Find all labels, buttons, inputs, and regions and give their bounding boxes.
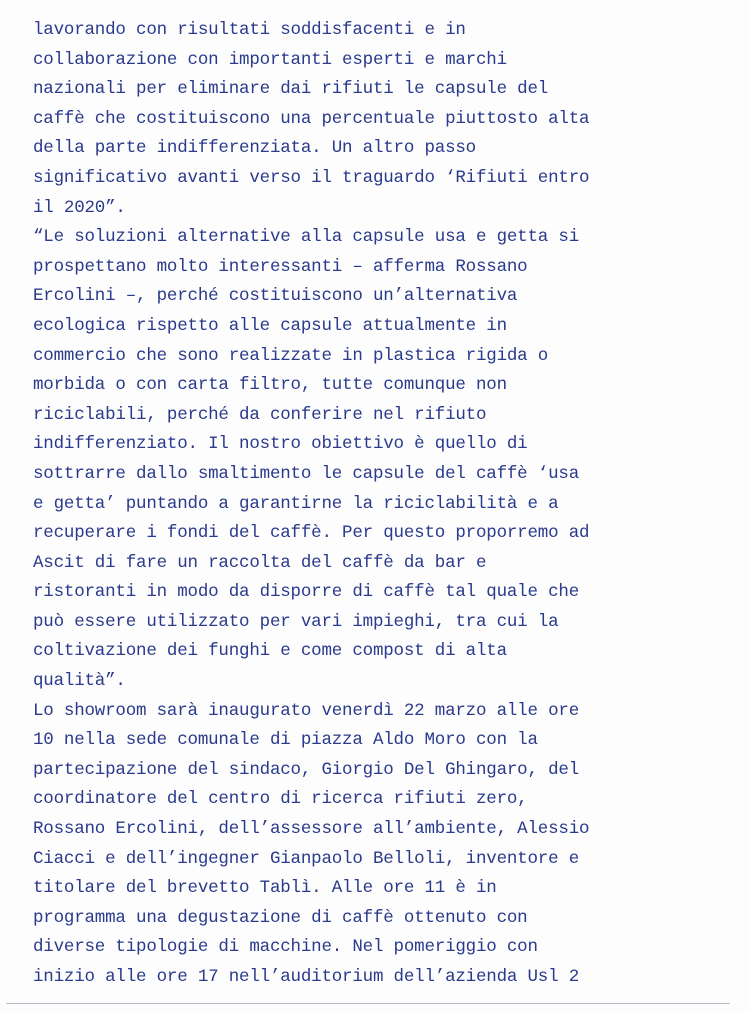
text-line: caffè che costituiscono una percentuale piuttosto alta [33,108,590,129]
text-line: riciclabili, perché da conferire nel rifiuto [33,404,487,425]
text-line: morbida o con carta filtro, tutte comunque non [33,375,507,396]
text-line: coltivazione dei funghi e come compost di alta [33,641,507,662]
text-line: “Le soluzioni alternative alla capsule usa e getta si [33,227,579,248]
text-line: e getta’ puntando a garantirne la riciclabilità e a [33,493,559,514]
text-line: partecipazione del sindaco, Giorgio Del Ghingaro, del [33,759,579,780]
text-line: può essere utilizzato per vari impieghi, tra cui la [33,611,559,632]
text-line: 10 nella sede comunale di piazza Aldo Moro con la [33,730,538,751]
text-line: lavorando con risultati soddisfacenti e in [33,20,466,40]
text-line: collaborazione con importanti esperti e marchi [33,49,507,70]
text-line: ecologica rispetto alle capsule attualmente in [33,315,507,336]
text-line: qualità”. [33,671,126,692]
text-line: nazionali per eliminare dai rifiuti le capsule del [33,79,549,100]
text-line: inizio alle ore 17 nell’auditorium dell’azienda Usl 2 [33,967,579,987]
text-line: prospettano molto interessanti – afferma Rossano [33,256,528,277]
text-line: Ercolini –, perché costituiscono un’alternativa [33,286,518,307]
text-line: della parte indifferenziata. Un altro passo [33,138,476,159]
text-line: recuperare i fondi del caffè. Per questo proporremo ad [33,523,590,544]
page-bottom-rule [6,1003,730,1004]
text-line: commercio che sono realizzate in plastica rigida o [33,345,549,366]
text-line: indifferenziato. Il nostro obiettivo è quello di [33,434,528,455]
text-line: sottrarre dallo smaltimento le capsule del caffè ‘usa [33,463,579,484]
text-line: programma una degustazione di caffè ottenuto con [33,907,528,928]
text-line: il 2020”. [33,197,126,218]
text-line: significativo avanti verso il traguardo ‘Rifiuti entro [33,167,590,188]
text-line: ristoranti in modo da disporre di caffè tal quale che [33,582,579,603]
text-line: Ascit di fare un raccolta del caffè da bar e [33,552,487,573]
text-line: Lo showroom sarà inaugurato venerdì 22 marzo alle ore [33,700,579,721]
text-line: Ciacci e dell’ingegner Gianpaolo Belloli, inventore e [33,848,579,869]
text-line: coordinatore del centro di ricerca rifiuti zero, [33,789,528,810]
text-line: Rossano Ercolini, dell’assessore all’ambiente, Alessio [33,819,590,840]
text-line: titolare del brevetto Tablì. Alle ore 11 è in [33,878,497,899]
article-body-text [33,16,733,993]
text-line: diverse tipologie di macchine. Nel pomeriggio con [33,937,538,958]
